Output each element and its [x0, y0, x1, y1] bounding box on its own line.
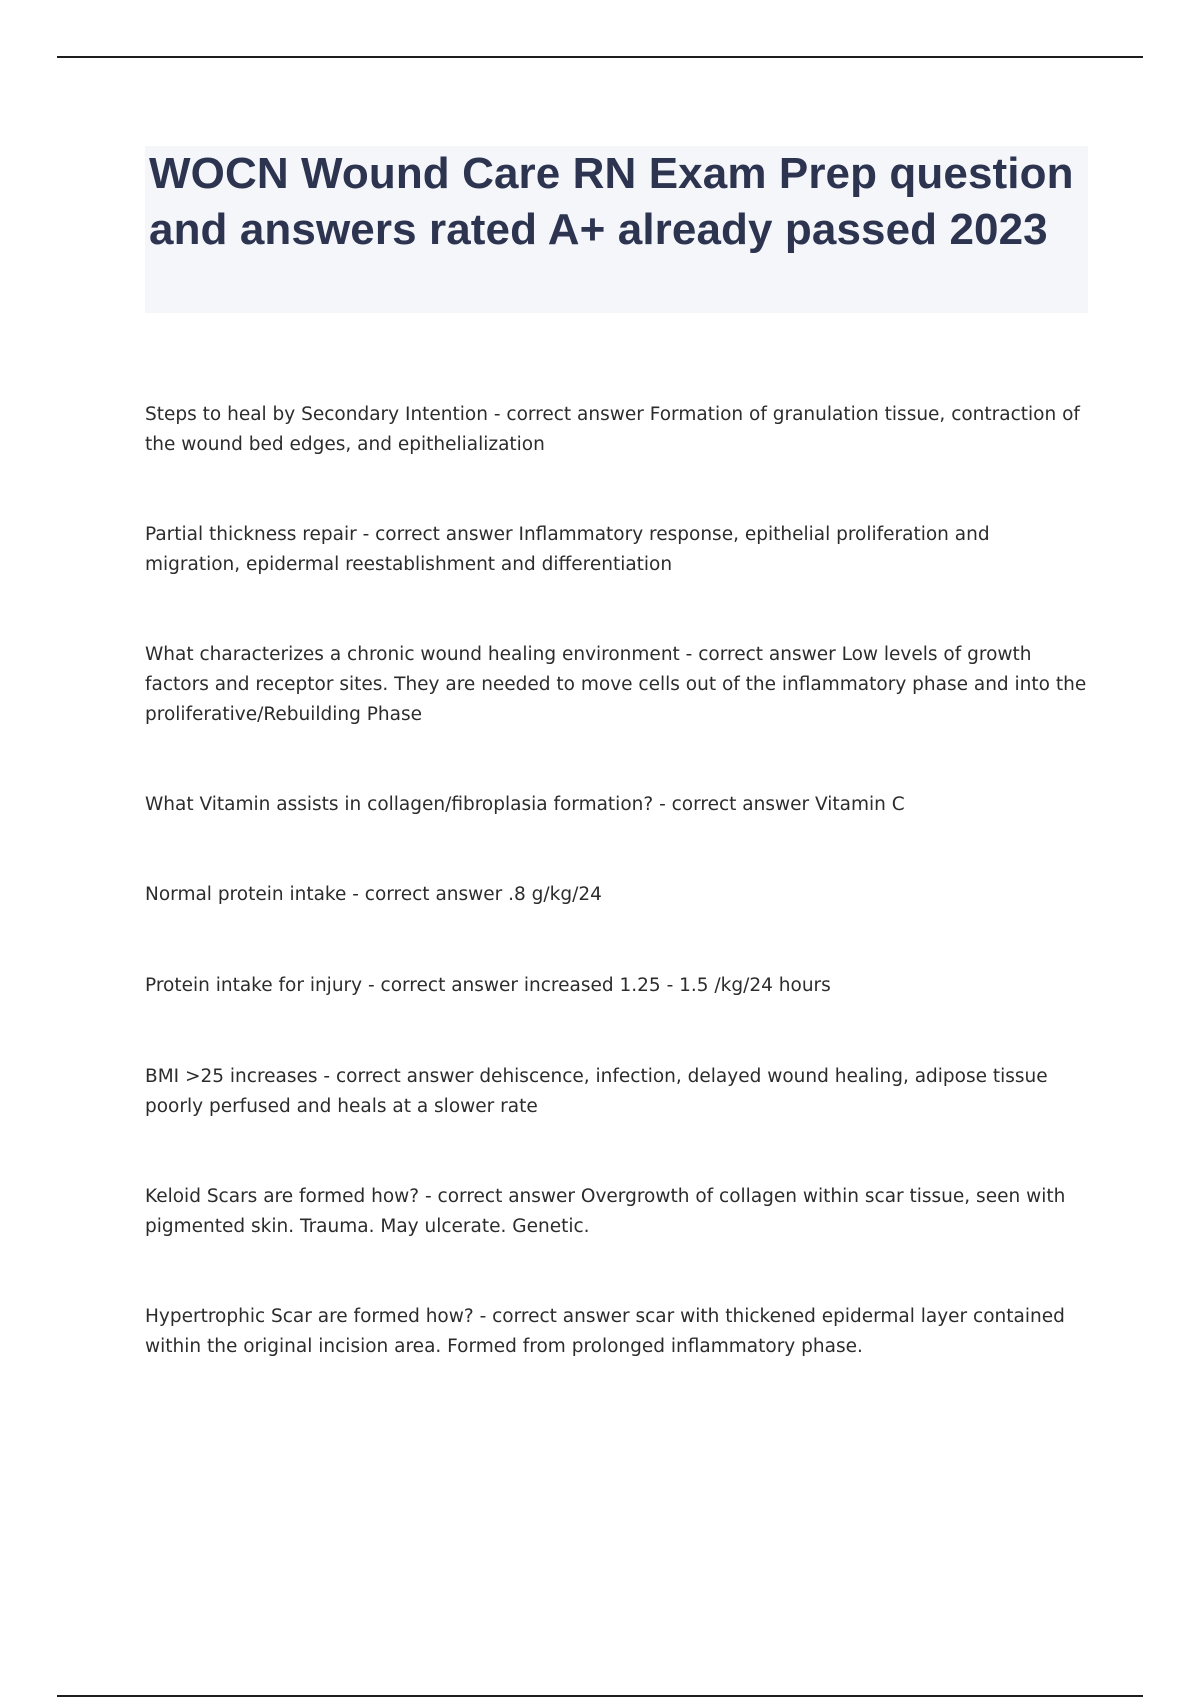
- top-divider: [57, 56, 1143, 58]
- qa-item: What Vitamin assists in collagen/fibroplasia formation? - correct answer Vitamin C: [145, 794, 905, 815]
- qa-item: Normal protein intake - correct answer .8 g/kg/24: [145, 884, 602, 905]
- document-title: WOCN Wound Care RN Exam Prep question and answers rated A+ already passed 2023: [149, 149, 1074, 254]
- qa-item: Partial thickness repair - correct answer Inflammatory response, epithelial proliferation and migration, epidermal reestablishment and differentiation: [145, 524, 990, 575]
- title-block: [145, 146, 1088, 313]
- qa-item: Keloid Scars are formed how? - correct answer Overgrowth of collagen within scar tissue, seen with pigmented skin. Trauma. May ulcerate. Genetic.: [145, 1186, 1066, 1237]
- qa-item: What characterizes a chronic wound healing environment - correct answer Low levels of growth factors and receptor sites. They are needed to move cells out of the inflammatory phase and into the proliferative/Rebuilding Phase: [145, 644, 1087, 725]
- qa-item: BMI >25 increases - correct answer dehiscence, infection, delayed wound healing, adipose tissue poorly perfused and heals at a slower rate: [145, 1066, 1048, 1117]
- qa-item: Protein intake for injury - correct answer increased 1.25 - 1.5 /kg/24 hours: [145, 975, 831, 996]
- bottom-divider: [57, 1695, 1143, 1697]
- qa-item: Hypertrophic Scar are formed how? - correct answer scar with thickened epidermal layer contained within the original incision area. Formed from prolonged inflammatory phase.: [145, 1306, 1065, 1357]
- qa-item: Steps to heal by Secondary Intention - correct answer Formation of granulation tissue, contraction of the wound bed edges, and epithelialization: [145, 404, 1080, 455]
